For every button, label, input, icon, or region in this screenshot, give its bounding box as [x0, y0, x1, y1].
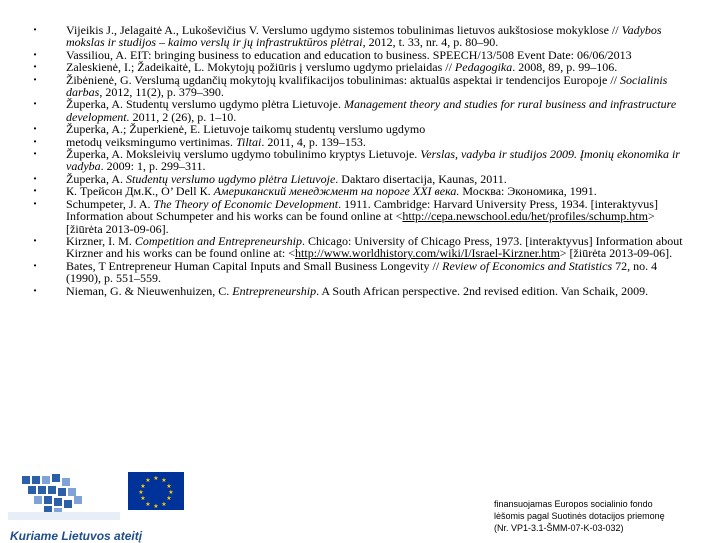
bullet-icon: • — [33, 25, 37, 34]
reference-list — [30, 24, 690, 297]
reference-text: Žibėnienė, G. Verslumą ugdančių mokytojų kvalifikacijos tobulinimas: aktualūs aspektai ir tendencijos Europoje // — [66, 72, 620, 87]
reference-text: > [žiūrėta 2013-09-06]. — [66, 209, 655, 236]
reference-text: Москва: Экономика, 1991. — [459, 184, 597, 199]
reference-text: Zaleskienė, I.; Žadeikaitė, L. Mokytojų požiūris į verslumo ugdymo prielaidas // — [66, 60, 455, 75]
reference-link[interactable]: http://www.worldhistory.com/wiki/I/Israel-Kirzner.htm — [295, 246, 560, 261]
svg-text:★: ★ — [138, 489, 144, 496]
reference-title: Management theory and studies for rural business and infrastructure development. — [66, 97, 677, 124]
reference-title: Tiltai — [235, 134, 262, 149]
reference-text: Bates, T Entrepreneur Human Capital Inputs and Small Business Longevity // — [66, 258, 443, 273]
reference-item — [30, 285, 690, 297]
reference-item — [30, 148, 690, 173]
reference-title: Competition and Entrepreneurship — [134, 233, 302, 248]
reference-title: The Theory of Economic Development — [153, 196, 339, 211]
funding-line: finansuojamas Europos socialinio fondo — [494, 499, 653, 509]
reference-link[interactable]: http://cepa.newschool.edu/het/profiles/schump.htm — [402, 209, 648, 224]
bullet-icon: • — [33, 198, 37, 208]
reference-text: . Chicago: University of Chicago Press, 1973. [interaktyvus] Information about Kirzner and his works can be found online at: < — [66, 233, 683, 261]
reference-title: Vadybos mokslas ir studijos – kaimo verslų ir jų infrastruktūros plėtrai — [66, 23, 662, 50]
bullet-icon: • — [33, 260, 37, 270]
reference-text: . Daktaro disertacija, Kaunas, 2011. — [335, 171, 507, 186]
svg-text:★: ★ — [153, 503, 159, 510]
reference-text: . 1911. Cambridge: Harvard University Press, 1934. [interaktyvus] Information about Schumpeter and his works can be found online at < — [66, 196, 658, 224]
reference-text: . 2011, 4, p. 139–153. — [261, 134, 366, 149]
bullet-icon: • — [33, 285, 37, 295]
svg-text:★: ★ — [145, 477, 151, 484]
bullet-icon: • — [33, 62, 37, 72]
svg-text:★: ★ — [168, 489, 174, 496]
reference-text: metodų veiksmingumo vertinimas. — [66, 134, 236, 149]
reference-item — [30, 74, 690, 99]
svg-text:★: ★ — [140, 483, 146, 490]
reference-title: Verslas, vadyba ir studijos 2009. Įmonių ekonomika ir vadyba — [66, 147, 680, 174]
reference-text: Vijeikis J., Jelagaitė A., Lukoševičius V. Verslumo ugdymo sistemos tobulinimas lietuvos aukštosiose mokyklose // — [66, 23, 622, 37]
reference-text: . A South African perspective. 2nd revised edition. Van Schaik, 2009. — [316, 283, 649, 298]
bullet-icon: • — [33, 235, 37, 245]
bullet-icon: • — [33, 173, 37, 183]
funding-note — [494, 498, 714, 534]
svg-text:★: ★ — [166, 483, 172, 490]
reference-text: Kirzner, I. M. — [66, 233, 135, 248]
bullet-icon: • — [33, 124, 37, 134]
reference-text: Schumpeter, J. A. — [66, 196, 154, 211]
reference-text: Župerka, A.; Župerkienė, E. Lietuvoje taikomų studentų verslumo ugdymo — [66, 122, 426, 137]
reference-text: Župerka, A. — [66, 171, 126, 186]
reference-title: Studentų verslumo ugdymo plėtra Lietuvoje — [125, 171, 336, 186]
reference-title: Pedagogika — [454, 60, 513, 75]
reference-text: > [žiūrėta 2013-09-06]. — [559, 246, 673, 261]
reference-text: 72, no. 4 (1990), p. 551–559. — [66, 258, 658, 286]
bullet-icon: • — [33, 49, 37, 59]
reference-item — [30, 235, 690, 260]
funding-line: (Nr. VP1-3.1-ŠMM-07-K-03-032) — [494, 523, 624, 533]
esf-logo-mosaic — [8, 470, 188, 538]
svg-text:★: ★ — [161, 477, 167, 484]
bullet-icon: • — [33, 74, 37, 84]
svg-text:★: ★ — [145, 501, 151, 508]
bullet-icon: • — [33, 136, 37, 146]
reference-title: Review of Economics and Statistics — [442, 258, 613, 273]
reference-text: 2011, 2 (26), p. 1–10. — [129, 109, 237, 124]
svg-text:★: ★ — [153, 475, 159, 482]
bullet-icon: • — [33, 149, 37, 159]
reference-item — [30, 198, 690, 235]
reference-text: Nieman, G. & Nieuwenhuizen, C. — [66, 283, 233, 298]
reference-item — [30, 24, 690, 49]
reference-title: Entrepreneurship — [232, 283, 317, 298]
bullet-icon: • — [33, 186, 37, 196]
reference-text: Vassiliou, A. EIT: bringing business to education and education to business. SPEECH/13/508 Event Date: 06/06/2013 — [66, 47, 632, 62]
svg-text:★: ★ — [161, 501, 167, 508]
reference-text: , 2012, 11(2), p. 379–390. — [99, 85, 224, 100]
reference-text: Župerka, A. Studentų verslumo ugdymo plėtra Lietuvoje. — [66, 97, 344, 112]
reference-title: Socialinis darbas — [66, 72, 668, 100]
reference-item — [30, 98, 690, 123]
reference-title: Американский менеджмент на пороге XXI века. — [213, 184, 460, 199]
reference-text: . 2008, 89, p. 99–106. — [512, 60, 618, 75]
reference-item — [30, 260, 690, 285]
reference-text: . 2009: 1, p. 299–311. — [100, 159, 206, 174]
eu-flag-icon — [128, 472, 184, 510]
mosaic-squares — [22, 474, 82, 514]
reference-text: Župerka, A. Moksleivių verslumo ugdymo tobulinimo kryptys Lietuvoje. — [66, 147, 421, 162]
funding-line: lėšomis pagal Suotinės dotacijos priemonę — [494, 511, 665, 521]
svg-text:★: ★ — [140, 495, 146, 502]
esf-slogan: Kuriame Lietuvos ateitį — [10, 529, 143, 543]
svg-text:★: ★ — [166, 495, 172, 502]
reference-text: К. Трейсон Дм.К., О’ Dell К. — [66, 184, 214, 199]
reference-text: , 2012, t. 33, nr. 4, p. 80–90. — [362, 35, 499, 50]
bullet-icon: • — [33, 99, 37, 109]
